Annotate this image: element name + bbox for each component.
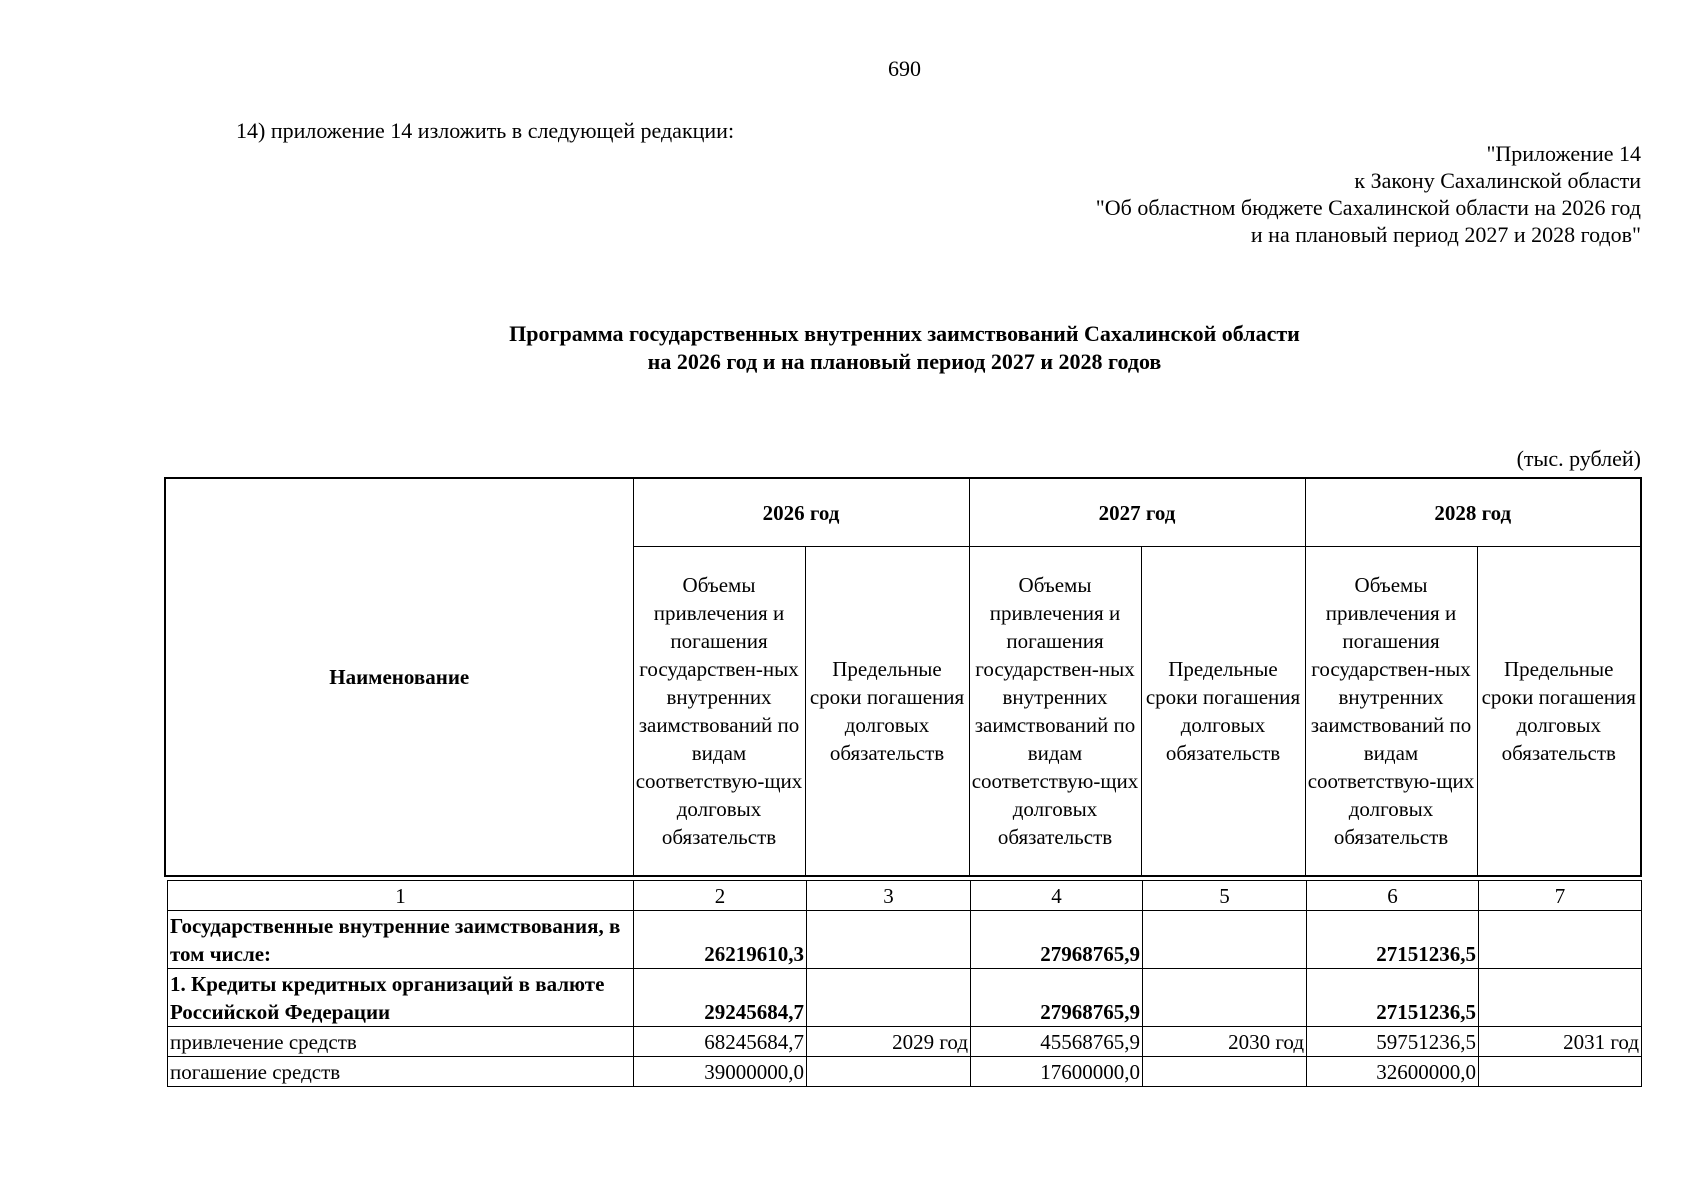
header-volume-2027: Объемы привлечения и погашения государствен-ных внутренних заимствований по видам соответствую-щих долговых обязательств xyxy=(969,547,1141,877)
term-2026: 2029 год xyxy=(807,1027,971,1057)
value-2026: 68245684,7 xyxy=(634,1027,807,1057)
data-table xyxy=(167,880,1642,1087)
term-2027 xyxy=(1143,1057,1307,1087)
header-term-2026: Предельные сроки погашения долговых обязательств xyxy=(805,547,969,877)
appendix-line-1: "Приложение 14 xyxy=(1486,141,1641,166)
table-row xyxy=(168,1027,1642,1057)
table-row xyxy=(168,1057,1642,1087)
term-2028: 2031 год xyxy=(1479,1027,1642,1057)
value-2027: 27968765,9 xyxy=(971,911,1143,969)
header-name: Наименование xyxy=(165,478,633,876)
term-2028 xyxy=(1479,969,1642,1027)
title-line-1: Программа государственных внутренних заимствований Сахалинской области xyxy=(509,321,1300,346)
value-2028: 32600000,0 xyxy=(1307,1057,1479,1087)
appendix-line-2: к Закону Сахалинской области xyxy=(1354,168,1641,193)
row-name: 1. Кредиты кредитных организаций в валюте Российской Федерации xyxy=(168,969,634,1027)
header-volume-2026: Объемы привлечения и погашения государствен-ных внутренних заимствований по видам соответствую-щих долговых обязательств xyxy=(633,547,805,877)
term-2026 xyxy=(807,969,971,1027)
intro-text: 14) приложение 14 изложить в следующей редакции: xyxy=(236,118,735,143)
column-number: 5 xyxy=(1143,881,1307,911)
appendix-line-3: "Об областном бюджете Сахалинской области на 2026 год xyxy=(1095,195,1641,220)
term-2028 xyxy=(1479,911,1642,969)
column-number: 7 xyxy=(1479,881,1642,911)
header-year-2027: 2027 год xyxy=(969,478,1305,547)
column-number: 4 xyxy=(971,881,1143,911)
column-number: 6 xyxy=(1307,881,1479,911)
value-2028: 59751236,5 xyxy=(1307,1027,1479,1057)
value-2026: 29245684,7 xyxy=(634,969,807,1027)
value-2028: 27151236,5 xyxy=(1307,911,1479,969)
term-2027 xyxy=(1143,911,1307,969)
column-number-row xyxy=(168,881,1642,911)
term-2026 xyxy=(807,911,971,969)
header-year-2026: 2026 год xyxy=(633,478,969,547)
header-term-2027: Предельные сроки погашения долговых обязательств xyxy=(1141,547,1305,877)
header-volume-2028: Объемы привлечения и погашения государствен-ных внутренних заимствований по видам соответствую-щих долговых обязательств xyxy=(1305,547,1477,877)
column-number: 3 xyxy=(807,881,971,911)
value-2026: 26219610,3 xyxy=(634,911,807,969)
appendix-line-4: и на плановый период 2027 и 2028 годов" xyxy=(1250,222,1641,247)
row-name: Государственные внутренние заимствования, в том числе: xyxy=(168,911,634,969)
value-2027: 27968765,9 xyxy=(971,969,1143,1027)
row-name: погашение средств xyxy=(168,1057,634,1087)
term-2027: 2030 год xyxy=(1143,1027,1307,1057)
table-row xyxy=(168,969,1642,1027)
term-2027 xyxy=(1143,969,1307,1027)
title-line-2: на 2026 год и на плановый период 2027 и 2028 годов xyxy=(647,349,1162,374)
row-name: привлечение средств xyxy=(168,1027,634,1057)
units-note: (тыс. рублей) xyxy=(1516,446,1641,471)
table-header xyxy=(164,477,1642,877)
table-row xyxy=(168,911,1642,969)
page-number: 690 xyxy=(888,56,921,81)
value-2028: 27151236,5 xyxy=(1307,969,1479,1027)
value-2026: 39000000,0 xyxy=(634,1057,807,1087)
term-2028 xyxy=(1479,1057,1642,1087)
column-number: 1 xyxy=(168,881,634,911)
appendix-reference xyxy=(1096,140,1641,248)
term-2026 xyxy=(807,1057,971,1087)
value-2027: 17600000,0 xyxy=(971,1057,1143,1087)
document-title xyxy=(0,320,1697,376)
value-2027: 45568765,9 xyxy=(971,1027,1143,1057)
header-year-2028: 2028 год xyxy=(1305,478,1641,547)
header-term-2028: Предельные сроки погашения долговых обязательств xyxy=(1477,547,1641,877)
column-number: 2 xyxy=(634,881,807,911)
